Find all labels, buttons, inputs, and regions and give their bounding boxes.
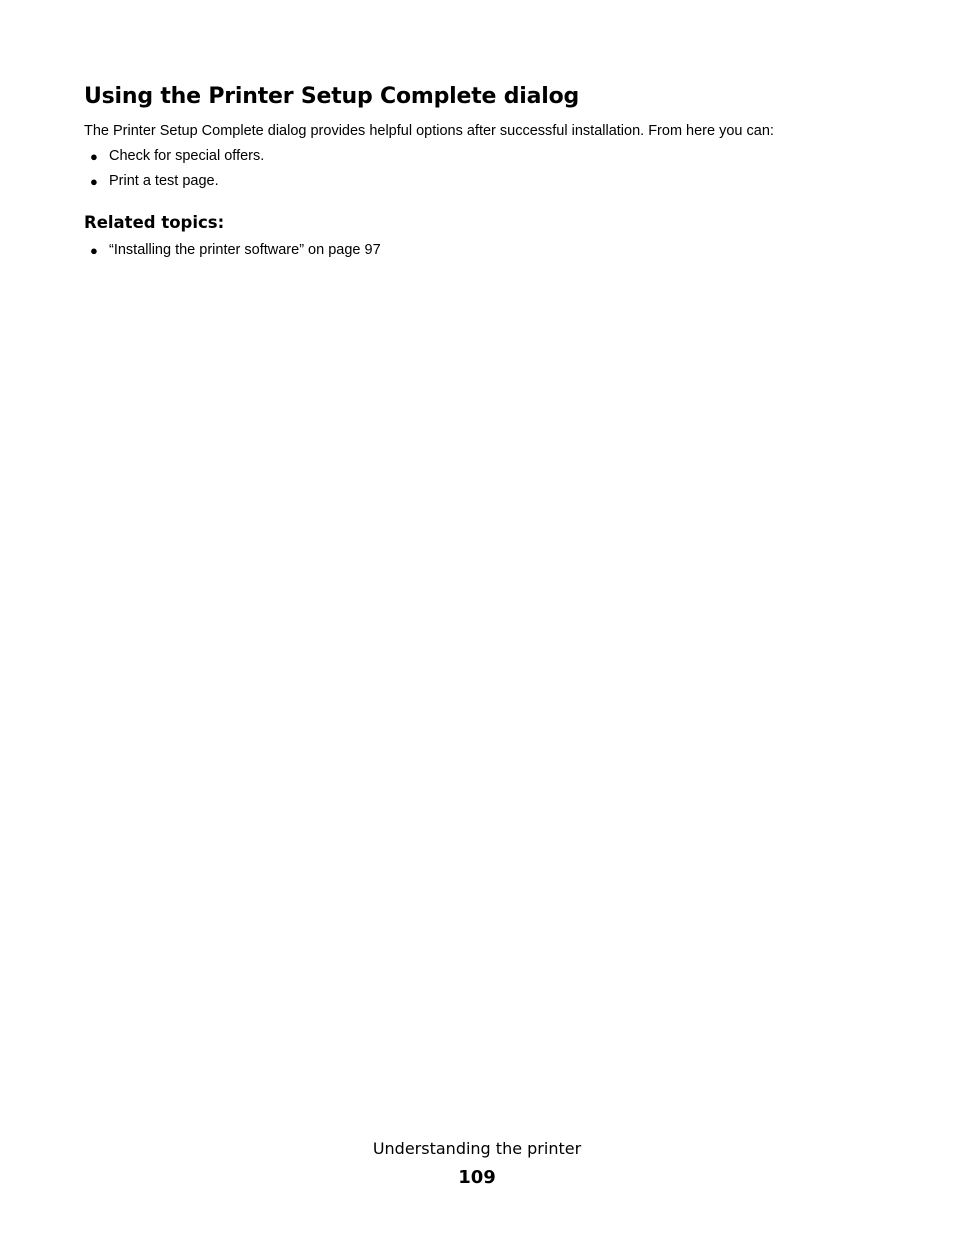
options-list: [84, 144, 264, 194]
related-topics-heading: Related topics:: [84, 213, 225, 232]
list-item: [84, 169, 264, 194]
page-title: Using the Printer Setup Complete dialog: [84, 84, 580, 109]
bullet-icon: ●: [90, 149, 98, 164]
list-item-text: Print a test page.: [109, 173, 219, 189]
list-item-text: Check for special offers.: [109, 148, 265, 164]
list-item: [84, 144, 264, 169]
bullet-icon: ●: [90, 243, 98, 258]
intro-paragraph: The Printer Setup Complete dialog provides helpful options after successful installation. From here you can:: [84, 123, 774, 139]
bullet-icon: ●: [90, 174, 98, 189]
related-topics-list: [84, 238, 381, 263]
related-topic-link[interactable]: “Installing the printer software” on page 97: [109, 242, 381, 258]
page-number: 109: [458, 1167, 496, 1188]
footer-section-title: Understanding the printer: [372, 1139, 582, 1158]
list-item: [84, 238, 381, 263]
